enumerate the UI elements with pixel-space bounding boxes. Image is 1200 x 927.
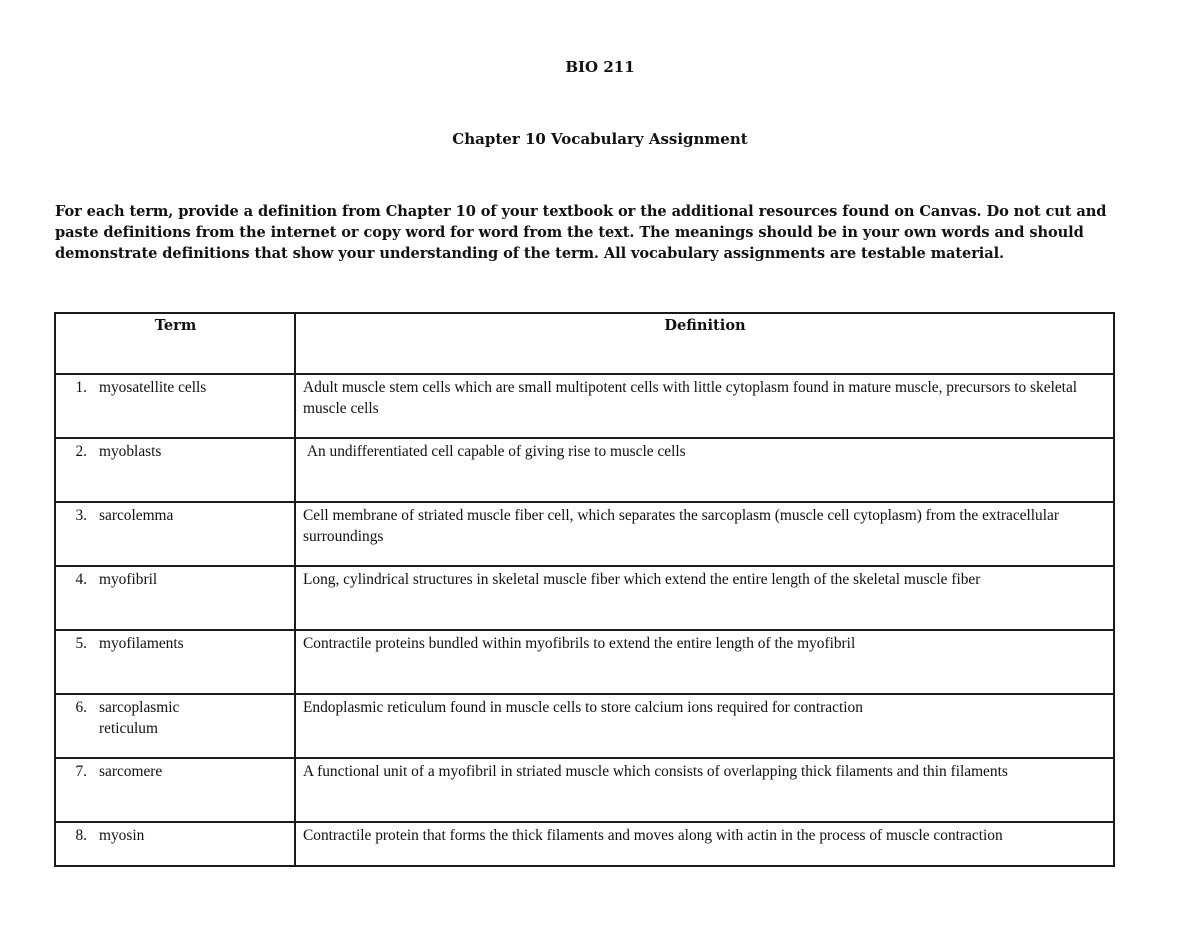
definition-cell: Cell membrane of striated muscle fiber cell, which separates the sarcoplasm (muscle cell cytoplasm) from the extracellular surroundings <box>295 502 1114 566</box>
definition-cell: Endoplasmic reticulum found in muscle cells to store calcium ions required for contraction <box>295 694 1114 758</box>
term-cell <box>55 566 295 630</box>
term-cell <box>55 822 295 866</box>
term-cell <box>55 438 295 502</box>
definition-cell: A functional unit of a myofibril in striated muscle which consists of overlapping thick filaments and thin filaments <box>295 758 1114 822</box>
term-number: 1. <box>75 379 87 396</box>
table-header-row <box>55 313 1114 374</box>
term-number: 7. <box>75 763 87 780</box>
definition-cell: Adult muscle stem cells which are small multipotent cells with little cytoplasm found in mature muscle, precursors to skeletal muscle cells <box>295 374 1114 438</box>
term-text: myofibril <box>99 571 158 588</box>
course-code: BIO 211 <box>565 58 635 76</box>
table-row <box>55 374 1114 438</box>
term-cell <box>55 374 295 438</box>
term-text: sarcomere <box>99 763 163 780</box>
table-row <box>55 694 1114 758</box>
term-text: myoblasts <box>99 443 162 460</box>
term-number: 5. <box>75 635 87 652</box>
definition-cell: Contractile protein that forms the thick filaments and moves along with actin in the process of muscle contraction <box>295 822 1114 866</box>
term-number: 8. <box>75 827 87 844</box>
term-cell <box>55 694 295 758</box>
term-cell <box>55 630 295 694</box>
term-text: myosatellite cells <box>99 379 207 396</box>
table-row <box>55 630 1114 694</box>
term-text: myosin <box>99 827 145 844</box>
table-row <box>55 438 1114 502</box>
term-text: myofilaments <box>99 635 184 652</box>
term-cell <box>55 758 295 822</box>
definition-cell: Long, cylindrical structures in skeletal muscle fiber which extend the entire length of the skeletal muscle fiber <box>295 566 1114 630</box>
definition-cell: An undifferentiated cell capable of giving rise to muscle cells <box>295 438 1114 502</box>
term-text: sarcolemma <box>99 507 174 524</box>
term-number: 6. <box>75 699 87 716</box>
instructions-paragraph: For each term, provide a definition from Chapter 10 of your textbook or the additional resources found on Canvas. Do not cut and paste definitions from the internet or copy word for word from the text. The meanings should be in your own words and should demonstrate definitions that show your understanding of the term. All vocabulary assignments are testable material. <box>55 203 1107 262</box>
definition-column-header: Definition <box>295 313 1114 374</box>
table-row <box>55 758 1114 822</box>
table-row <box>55 502 1114 566</box>
table-row <box>55 566 1114 630</box>
term-number: 3. <box>75 507 87 524</box>
assignment-title: Chapter 10 Vocabulary Assignment <box>452 130 748 148</box>
vocabulary-table <box>54 312 1115 867</box>
term-number: 2. <box>75 443 87 460</box>
term-column-header: Term <box>55 313 295 374</box>
term-cell <box>55 502 295 566</box>
term-text: sarcoplasmic reticulum <box>99 699 180 737</box>
table-row <box>55 822 1114 866</box>
definition-cell: Contractile proteins bundled within myofibrils to extend the entire length of the myofibril <box>295 630 1114 694</box>
term-number: 4. <box>75 571 87 588</box>
